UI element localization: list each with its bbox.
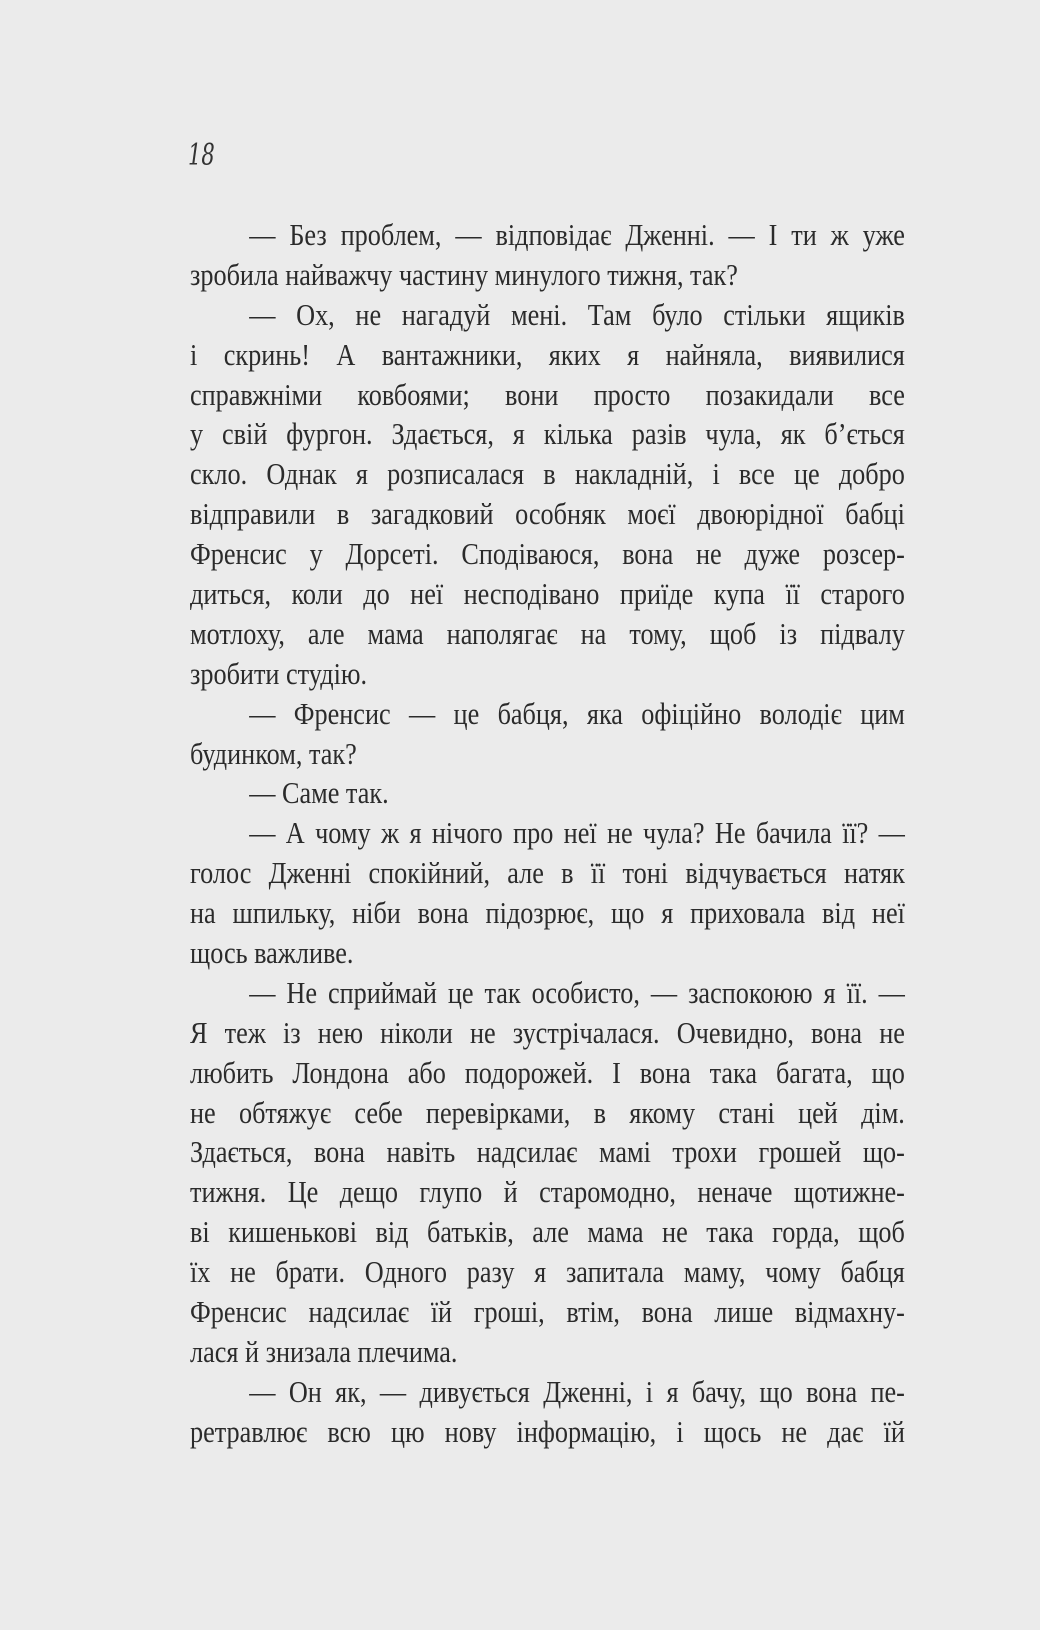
text-line: Френсис надсилає їй гроші, втім, вона лише відмахну- — [190, 1294, 905, 1330]
text-line: тижня. Це дещо глупо й старомодно, неначе щотижне- — [190, 1174, 905, 1210]
text-line: диться, коли до неї несподівано приїде купа її старого — [190, 576, 905, 612]
text-line: лася й знизала плечима. — [190, 1333, 458, 1369]
text-line: не обтяжує себе перевірками, в якому стані цей дім. — [190, 1094, 905, 1130]
text-line: — Без проблем, — відповідає Дженні. — І ти ж уже — [249, 217, 905, 252]
text-line: ві кишенькові від батьків, але мама не така горда, щоб — [190, 1214, 905, 1250]
text-line: відправили в загадковий особняк моєї двоюрідної бабці — [190, 496, 905, 532]
text-line: у свій фургон. Здається, я кілька разів чула, як б’ється — [190, 416, 905, 452]
page-number: 18 — [188, 138, 215, 173]
text-line: — Не сприймай це так особисто, — заспокоюю я її. — — [249, 974, 905, 1010]
text-line: будинком, так? — [190, 735, 357, 771]
text-line: Здається, вона навіть надсилає мамі трохи грошей що- — [190, 1134, 905, 1170]
text-line: Я теж із нею ніколи не зустрічалася. Очевидно, вона не — [190, 1014, 905, 1050]
text-line: — А чому ж я нічого про неї не чула? Не бачила її? — — [249, 815, 905, 851]
text-line: щось важливе. — [190, 935, 354, 971]
text-line: зробити студію. — [190, 655, 368, 691]
text-line: на шпильку, ніби вона підозрює, що я приховала від неї — [190, 895, 905, 931]
text-line: зробила найважчу частину минулого тижня, так? — [190, 256, 738, 292]
body-text — [190, 215, 905, 1452]
text-line: скло. Однак я розписалася в накладній, і все це добро — [190, 456, 905, 492]
text-line: — Ох, не нагадуй мені. Там було стільки ящиків — [249, 296, 905, 332]
text-line: — Френсис — це бабця, яка офіційно володіє цим — [249, 695, 905, 731]
text-line: ретравлює всю цю нову інформацію, і щось не дає їй — [190, 1413, 905, 1449]
text-line: їх не брати. Одного разу я запитала маму, чому бабця — [190, 1254, 905, 1290]
text-line: і скринь! А вантажники, яких я найняла, виявилися — [190, 336, 905, 372]
text-line: Френсис у Дорсеті. Сподіваюся, вона не дуже розсер- — [190, 536, 905, 572]
text-line: справжніми ковбоями; вони просто позакидали все — [190, 376, 905, 412]
text-line: — Он як, — дивується Дженні, і я бачу, що вона пе- — [249, 1373, 905, 1409]
text-line: — Саме так. — [249, 775, 389, 811]
text-line: голос Дженні спокійний, але в її тоні відчувається натяк — [190, 855, 905, 891]
text-line: любить Лондона або подорожей. І вона така багата, що — [190, 1054, 905, 1090]
text-line: мотлоху, але мама наполягає на тому, щоб із підвалу — [190, 615, 905, 651]
